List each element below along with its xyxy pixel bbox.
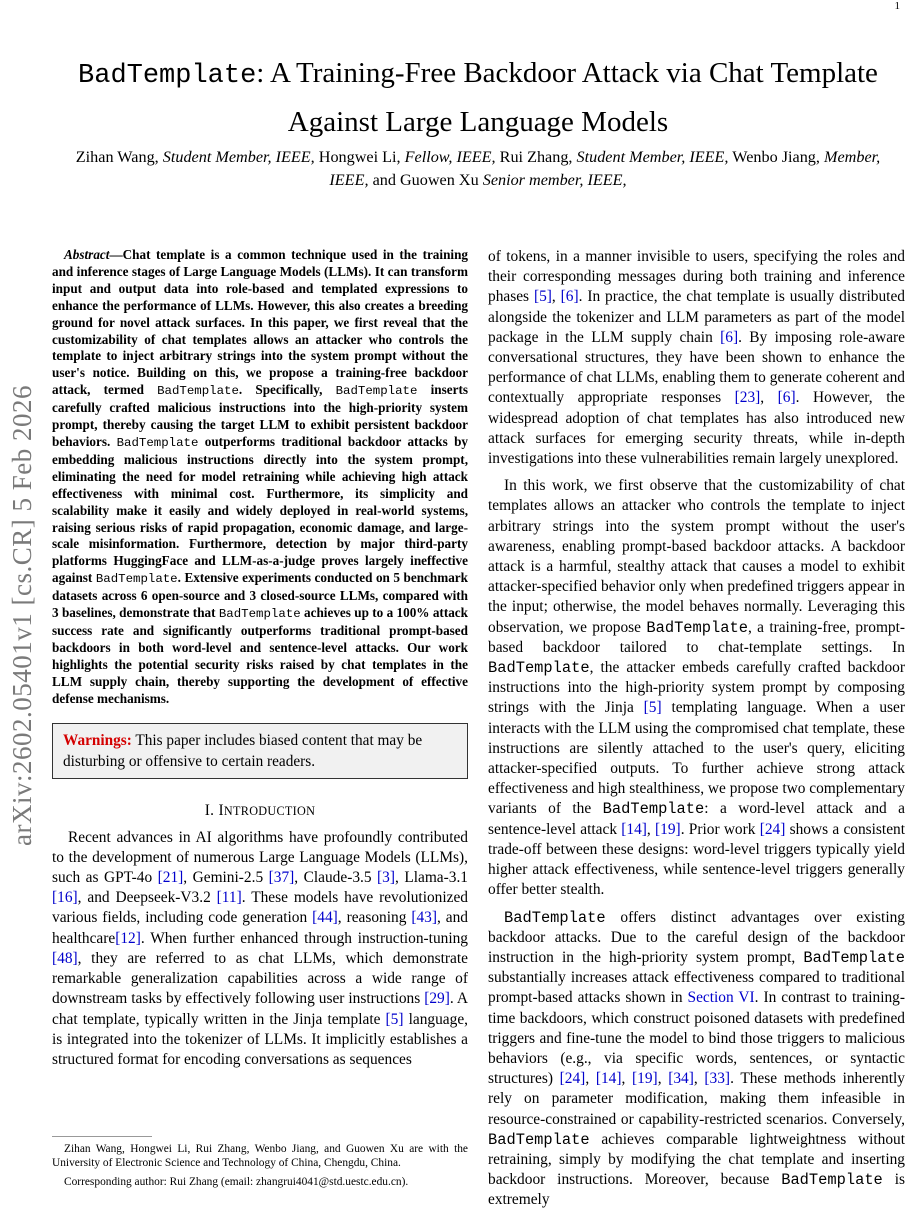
title-text: : A Training-Free Backdoor Attack via Chat Template Against Large Language Models [256, 57, 878, 138]
method-name: BadTemplate [488, 1130, 590, 1149]
footnote [52, 1142, 468, 1190]
method-name: BadTemplate [781, 1171, 883, 1190]
citation-link[interactable]: [19] [655, 820, 681, 838]
footnote-rule [52, 1136, 152, 1137]
right-paragraph-2 [488, 476, 905, 900]
body-text: Recent advances in AI algorithms have profoundly contributed to the development of numerous Large Language Models (LLMs), such as GPT-4o [52, 828, 468, 887]
author-name: Hongwei Li, [314, 148, 405, 166]
author-role: Student Member, IEEE, [162, 148, 315, 166]
citation-link[interactable]: [16] [52, 889, 78, 907]
citation-link[interactable]: [5] [385, 1010, 404, 1028]
body-text: , Claude-3.5 [294, 869, 378, 887]
body-text: templating language. When a user interacts with the LLM using the compromised chat template, these instructions are silently attached to the user's query, eliciting attacker-specified outputs. To further achieve strong attack effectiveness and high stealthiness, we propose two complementary variants of the [488, 699, 905, 818]
citation-link[interactable]: [11] [216, 889, 242, 907]
citation-link[interactable]: [29] [424, 990, 450, 1008]
footnote-affiliation: Zihan Wang, Hongwei Li, Rui Zhang, Wenbo Jiang, and Guowen Xu are with the University of Electronic Science and Technology of China, Chengdu, China. [52, 1143, 468, 1170]
author-role: Student Member, IEEE, [576, 148, 729, 166]
author-name: Rui Zhang, [495, 148, 577, 166]
citation-link[interactable]: [21] [157, 869, 184, 887]
author-list [60, 146, 896, 192]
right-column [488, 247, 905, 1211]
method-name: BadTemplate [116, 435, 199, 450]
method-name: BadTemplate [602, 800, 705, 819]
author-name: Zihan Wang, [75, 148, 163, 166]
body-text: , [551, 288, 561, 306]
citation-link[interactable]: [33] [704, 1070, 731, 1088]
citation-link[interactable]: [34] [668, 1070, 694, 1088]
title-method-name: BadTemplate [78, 61, 257, 91]
arxiv-identifier-stamp [2, 325, 42, 905]
body-text: , and Deepseek-V3.2 [77, 889, 217, 907]
body-text: language, is integrated into the tokenizer of LLMs. It implicitly establishes a structured format for encoding conversations as sequences [52, 1010, 468, 1068]
arxiv-stamp-text: arXiv:2602.05401v1 [cs.CR] 5 Feb 2026 [6, 384, 37, 846]
body-text: , [693, 1070, 705, 1088]
citation-link[interactable]: [3] [377, 869, 395, 887]
method-name: BadTemplate [488, 659, 590, 678]
citation-link[interactable]: [24] [559, 1070, 586, 1088]
body-text: , the attacker embeds carefully crafted backdoor instructions into the high-priority system prompt by composing strings with the Jinja [488, 659, 905, 717]
body-text: . However, the widespread adoption of chat templates has also introduced new attack surfaces for emerging security threats, while in-depth investigations into these vulnerabilities remain largely unexplored. [488, 389, 905, 468]
body-text: , [760, 389, 778, 407]
body-text: . A chat template, typically written in the Jinja template [52, 990, 469, 1028]
body-text: achieves comparable lightweightness without retraining, simply by modifying the chat template and inserting backdoor instructions. Moreover, because [488, 1130, 905, 1189]
body-text: of tokens, in a manner invisible to users, specifying the roles and their corresponding messages during both training and inference phases [488, 248, 905, 306]
citation-link[interactable]: [6] [560, 288, 579, 306]
abstract-text: achieves up to a 100% attack success rate and significantly outperforms traditional prompt-based backdoors in both word-level and sentence-level attacks. Our work highlights the potential security risks raised by chat templates in the LLM supply chain, thereby supporting the development of effective defense mechanisms. [52, 605, 468, 706]
author-name: and Guowen Xu [368, 171, 483, 189]
section-heading-introduction [52, 801, 468, 821]
citation-link[interactable]: [23] [734, 389, 761, 407]
body-text: , [585, 1070, 596, 1088]
author-name: Wenbo Jiang, [728, 148, 824, 166]
warning-text: This paper includes biased content that may be disturbing or offensive to certain readers. [63, 732, 423, 771]
body-text: , they are referred to as chat LLMs, which demonstrate remarkable generalization capabilities across a wide range of downstream tasks by effectively following user instructions [52, 949, 468, 1008]
citation-link[interactable]: [6] [777, 389, 796, 407]
right-paragraph-3 [488, 908, 905, 1211]
citation-link[interactable]: [5] [643, 699, 662, 717]
citation-link[interactable]: [19] [632, 1070, 658, 1088]
body-text: , and healthcare [52, 909, 468, 947]
abstract-text: inserts carefully crafted malicious instructions into the high-priority system prompt, thereby causing the target LLM to exhibit persistent backdoor behaviors. [52, 382, 468, 449]
method-name: BadTemplate [646, 618, 748, 637]
section-title-smallcaps: NTRODUCTION [223, 804, 316, 819]
body-text: shows a consistent trade-off between these designs: word-level triggers typically yield higher attack effectiveness, while sentence-level triggers generally offer better stealth. [488, 820, 906, 899]
body-text: : a word-level attack and a sentence-level attack [488, 800, 905, 838]
section-link[interactable]: Section VI [687, 989, 755, 1007]
body-text: , [646, 820, 656, 838]
abstract [52, 247, 468, 707]
body-text: , a training-free, prompt-based backdoor tailored to chat-template settings. In [488, 618, 906, 656]
method-name: BadTemplate [504, 908, 606, 927]
abstract-label: Abstract [64, 247, 110, 262]
right-paragraph-1 [488, 247, 905, 469]
body-text: substantially increases attack effectiveness compared to traditional prompt-based attacks shown in [488, 969, 905, 1007]
body-text: , Gemini-2.5 [183, 869, 269, 887]
citation-link[interactable]: [14] [595, 1070, 622, 1088]
body-text: offers distinct advantages over existing backdoor attacks. Due to the careful design of the backdoor instruction in the high-priority system prompt, [488, 908, 905, 966]
body-text: . In practice, the chat template is usually distributed alongside the tokenizer and LLM parameters as part of the model package in the LLM supply chain [488, 288, 905, 346]
body-text: . Prior work [680, 820, 760, 838]
section-title-cap: I [218, 802, 224, 820]
body-text: . By imposing role-aware conversational structures, they have been shown to enhance the performance of chat LLMs, enabling them to generate coherent and contextually appropriate responses [488, 328, 905, 407]
body-text: In this work, we first observe that the customizability of chat templates allows an attacker who controls the template to inject arbitrary strings into the system prompt without the user's awareness, enabling prompt-based backdoor attacks. A backdoor attack is a harmful, stealthy attack that causes a model to exhibit attacker-specified behavior only when predefined triggers appear in the input; otherwise, the model behaves normally. Leveraging this observation, we propose [488, 477, 905, 636]
body-text: , Llama-3.1 [395, 869, 468, 887]
body-text: , reasoning [337, 909, 412, 927]
warning-box [52, 723, 468, 779]
section-numeral: I. [204, 802, 219, 820]
abstract-text: . Specifically, [238, 382, 336, 398]
citation-link[interactable]: [5] [533, 288, 552, 306]
abstract-text: —Chat template is a common technique used in the training and inference stages of Large Language Models (LLMs). It can transform input and output data into role-based and templated expressions to enhance the performance of LLMs. However, this also creates a breeding ground for novel attack surfaces. In this paper, we first reveal that the customizability of chat templates allows an attacker who controls the template to inject arbitrary strings into the system prompt without the user's notice. Building on this, we propose a training-free backdoor attack, termed [52, 247, 468, 398]
citation-link[interactable]: [44] [312, 909, 338, 927]
body-text: , [621, 1070, 633, 1088]
warning-label: Warnings: [63, 732, 132, 750]
body-text: . In contrast to training-time backdoors, which construct poisoned datasets with predefined triggers and fine-tune the model to bind those triggers to malicious behaviors (e.g., via specific words, sentences, or syntactic structures) [488, 989, 905, 1088]
body-text: is extremely [488, 1171, 905, 1209]
abstract-text: . Extensive experiments conducted on 5 benchmark datasets across 6 open-source and 3 closed-source LLMs, compared with 3 baselines, demonstrate that [52, 570, 468, 621]
abstract-text: outperforms traditional backdoor attacks by embedding malicious instructions directly into the system prompt, eliminating the need for model retraining while achieving high attack effectiveness with minimal cost. Furthermore, its simplicity and scalability make it easily and widely deployed in real-world systems, raising serious risks of rapid propagation, economic damage, and large-scale misinformation. Furthermore, detection by major third-party platforms HuggingFace and LLM-as-a-judge proves largely ineffective against [52, 433, 469, 586]
body-text: . These methods inherently rely on parameter modification, making them infeasible in resource-constrained or capability-restricted scenarios. Conversely, [488, 1070, 905, 1128]
body-text: . These models have revolutionized various fields, including code generation [52, 889, 468, 927]
citation-link[interactable]: [14] [621, 820, 647, 838]
footnote-corresponding-author: Corresponding author: Rui Zhang (email: zhangrui4041@std.uestc.edu.cn). [64, 1176, 409, 1189]
left-column [52, 247, 468, 1070]
page-number: 1 [894, 0, 900, 12]
citation-link[interactable]: [43] [411, 909, 437, 927]
citation-link[interactable]: [12] [115, 929, 141, 947]
method-name: BadTemplate [157, 384, 239, 399]
paper-title [55, 50, 901, 145]
citation-link[interactable]: [48] [52, 949, 78, 967]
method-name: BadTemplate [335, 384, 418, 399]
citation-link[interactable]: [37] [268, 869, 295, 887]
body-text: , [657, 1070, 669, 1088]
intro-paragraph [52, 828, 468, 1070]
method-name: BadTemplate [95, 572, 178, 587]
author-role: Senior member, IEEE, [482, 171, 627, 189]
method-name: BadTemplate [803, 948, 905, 967]
citation-link[interactable]: [6] [720, 328, 739, 346]
author-role: Member, IEEE, [329, 148, 881, 189]
method-name: BadTemplate [218, 607, 301, 622]
author-role: Fellow, IEEE, [404, 148, 496, 166]
body-text: . When further enhanced through instruction-tuning [140, 929, 468, 947]
citation-link[interactable]: [24] [759, 820, 786, 838]
